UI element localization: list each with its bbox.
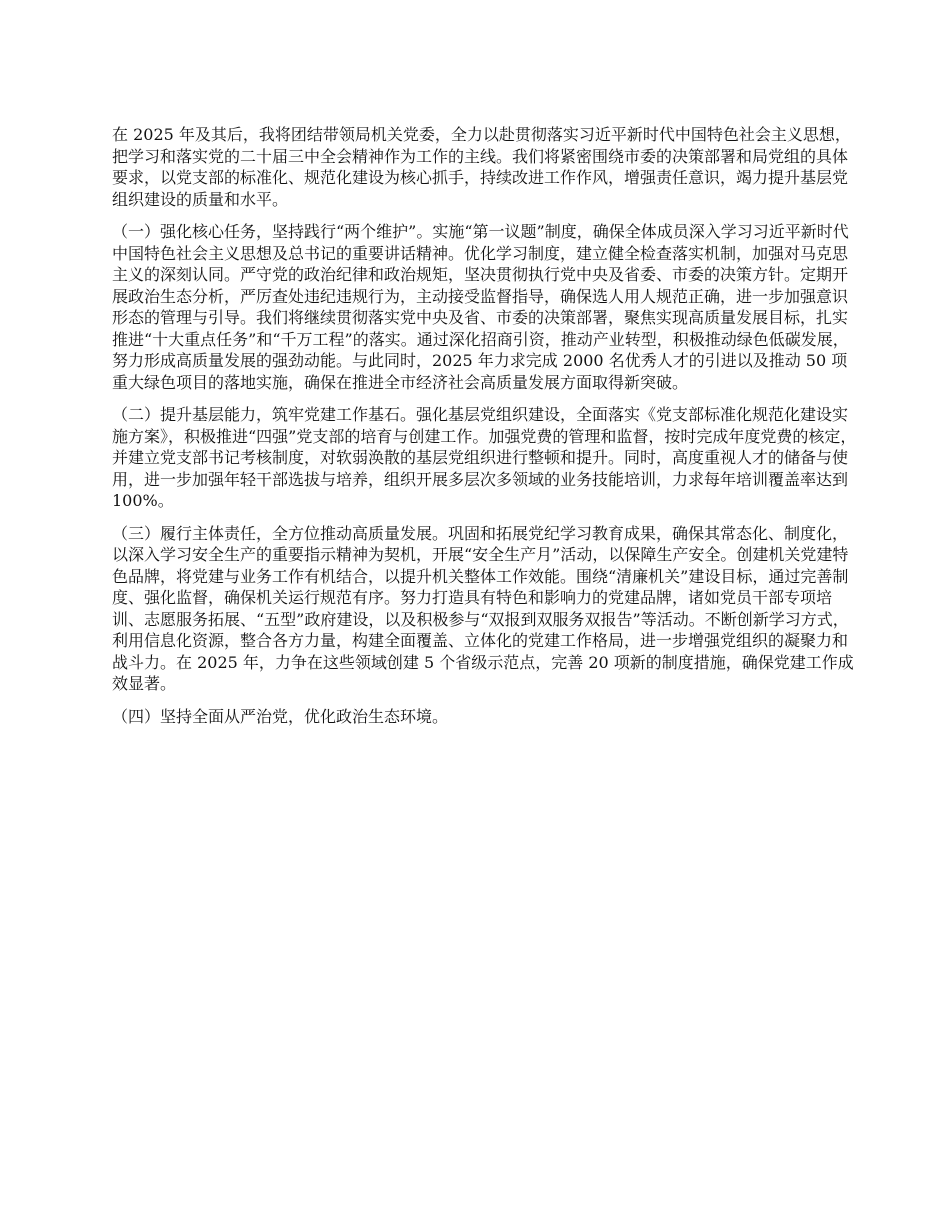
paragraph-section-1: （一）强化核心任务，坚持践行“两个维护”。实施“第一议题”制度，确保全体成员深入学习习近平新时代中国特色社会主义思想及总书记的重要讲话精神。优化学习制度，建立健全检查落实机制，加强对马克思主义的深刻认同。严守党的政治纪律和政治规矩，坚决贯彻执行党中央及省委、市委的决策方针。定期开展政治生态分析，严厉查处违纪违规行为，主动接受监督指导，确保选人用人规范正确，进一步加强意识形态的管理与引导。我们将继续贯彻落实党中央及省、市委的决策部署，聚焦实现高质量发展目标，扎实推进“十大重点任务”和“千万工程”的落实。通过深化招商引资，推动产业转型，积极推动绿色低碳发展，努力形成高质量发展的强劲动能。与此同时，2025 年力求完成 2000 名优秀人才的引进以及推动 50 项重大绿色项目的落地实施，确保在推进全市经济社会高质量发展方面取得新突破。 <box>112 222 849 392</box>
paragraph-section-3: （三）履行主体责任，全方位推动高质量发展。巩固和拓展党纪学习教育成果，确保其常态化、制度化，以深入学习安全生产的重要指示精神为契机，开展“安全生产月”活动，以保障生产安全。创建机关党建特色品牌，将党建与业务工作有机结合，以提升机关整体工作效能。围绕“清廉机关”建设目标，通过完善制度、强化监督，确保机关运行规范有序。努力打造具有特色和影响力的党建品牌，诸如党员干部专项培训、志愿服务拓展、“五型”政府建设，以及积极参与“双报到双服务双报告”等活动。不断创新学习方式，利用信息化资源，整合各方力量，构建全面覆盖、立体化的党建工作格局，进一步增强党组织的凝聚力和战斗力。在 2025 年，力争在这些领域创建 5 个省级示范点，完善 20 项新的制度措施，确保党建工作成效显著。 <box>112 523 854 693</box>
paragraph-section-4: （四）坚持全面从严治党，优化政治生态环境。 <box>112 706 449 726</box>
paragraph-intro: 在 2025 年及其后，我将团结带领局机关党委，全力以赴贯彻落实习近平新时代中国特色社会主义思想，把学习和落实党的二十届三中全会精神作为工作的主线。我们将紧密围绕市委的决策部署和局党组的具体要求，以党支部的标准化、规范化建设为核心抓手，持续改进工作作风，增强责任意识，竭力提升基层党组织建设的质量和水平。 <box>112 125 851 209</box>
paragraph-section-2: （二）提升基层能力，筑牢党建工作基石。强化基层党组织建设，全面落实《党支部标准化规范化建设实施方案》，积极推进“四强”党支部的培育与创建工作。加强党费的管理和监督，按时完成年度党费的核定，并建立党支部书记考核制度，对软弱涣散的基层党组织进行整顿和提升。同时，高度重视人才的储备与使用，进一步加强年轻干部选拔与培养，组织开展多层次多领域的业务技能培训，力求每年培训覆盖率达到 100%。 <box>112 405 857 510</box>
document-body <box>112 124 857 738</box>
